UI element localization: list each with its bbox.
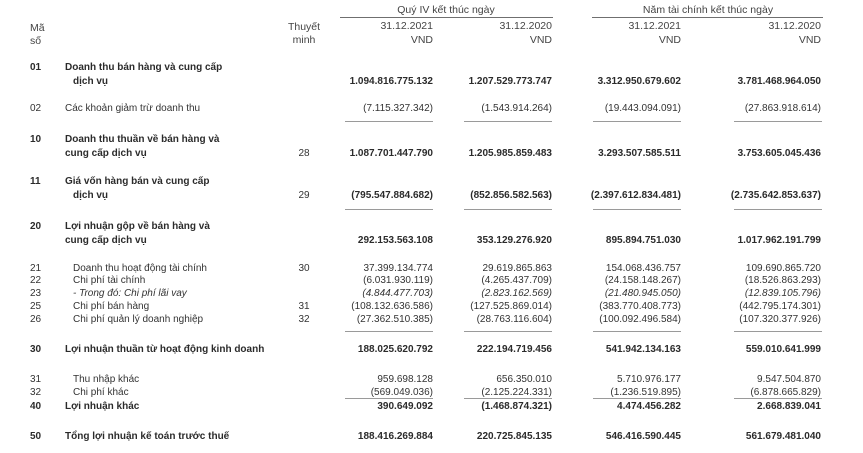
cell-q4-2020: 656.350.010	[496, 374, 552, 385]
cell-fy-2021: 5.710.976.177	[617, 374, 681, 385]
row-code: 11	[30, 176, 41, 187]
row-label: Chi phí bán hàng	[73, 301, 150, 312]
cell-fy-2021: (19.443.094.091)	[604, 103, 681, 114]
row-code: 30	[30, 344, 42, 355]
cell-q4-2020: (852.856.582.563)	[470, 190, 552, 201]
row-label: Các khoản giảm trừ doanh thu	[65, 103, 201, 114]
cell-fy-2021: (383.770.408.773)	[599, 301, 681, 312]
cell-fy-2021: 154.068.436.757	[605, 263, 681, 274]
row-label: Thu nhập khác	[73, 374, 140, 385]
cell-q4-2021: 188.416.269.884	[357, 431, 433, 442]
row-code: 25	[30, 301, 42, 312]
row-label: Doanh thu bán hàng và cung cấp	[65, 62, 223, 73]
cell-q4-2020: (28.763.116.604)	[476, 314, 552, 325]
row-note: 32	[298, 314, 310, 325]
row-code: 10	[30, 134, 42, 145]
cell-q4-2021: 959.698.128	[377, 374, 433, 385]
cell-fy-2020: (18.526.863.293)	[744, 275, 821, 286]
row-code: 50	[30, 431, 42, 442]
cell-fy-2021: (21.480.945.050)	[604, 288, 681, 299]
cell-q4-2021: (6.031.930.119)	[363, 275, 433, 286]
row-code: 21	[30, 263, 42, 274]
cell-fy-2021: (1.236.519.895)	[610, 387, 681, 398]
cell-q4-2021: (108.132.636.586)	[351, 301, 433, 312]
row-label-cont: dịch vụ	[73, 76, 109, 87]
cell-fy-2020: (27.863.918.614)	[744, 103, 821, 114]
subtotal-rule	[345, 209, 433, 210]
row-code: 22	[30, 275, 42, 286]
cell-fy-2021: 546.416.590.445	[605, 431, 681, 442]
subtotal-rule	[464, 209, 552, 210]
row-code: 01	[30, 62, 42, 73]
row-note: 31	[298, 301, 310, 312]
year-group-rule	[592, 17, 823, 18]
subtotal-rule	[734, 121, 822, 122]
date-header-3: 31.12.2021	[628, 20, 681, 32]
code-header: Mã	[30, 22, 45, 34]
cell-fy-2020: 2.668.839.041	[757, 401, 821, 412]
cell-fy-2020: (107.320.377.926)	[739, 314, 821, 325]
cell-q4-2020: 220.725.845.135	[476, 431, 552, 442]
subtotal-rule	[734, 209, 822, 210]
row-label: Chi phí quản lý doanh nghiệp	[73, 314, 204, 325]
quarter-group-rule	[340, 17, 553, 18]
row-code: 20	[30, 221, 42, 232]
row-code: 31	[30, 374, 42, 385]
subtotal-rule	[734, 331, 822, 332]
cell-q4-2020: (4.265.437.709)	[481, 275, 552, 286]
unit-header-4: VND	[798, 34, 821, 46]
note-header-2: minh	[292, 34, 316, 46]
cell-q4-2021: 292.153.563.108	[357, 235, 433, 246]
row-label: Doanh thu hoạt động tài chính	[73, 263, 207, 274]
row-label-cont: cung cấp dịch vụ	[65, 235, 147, 246]
cell-q4-2020: (1.468.874.321)	[481, 401, 552, 412]
cell-fy-2020: 561.679.481.040	[745, 431, 821, 442]
cell-q4-2020: 222.194.719.456	[476, 344, 552, 355]
row-code: 23	[30, 288, 42, 299]
row-label-cont: dịch vụ	[73, 190, 109, 201]
row-code: 02	[30, 103, 42, 114]
cell-fy-2020: 9.547.504.870	[757, 374, 821, 385]
row-label: Tổng lợi nhuận kế toán trước thuế	[65, 431, 230, 442]
cell-q4-2021: 37.399.134.774	[363, 263, 433, 274]
row-label: Chi phí khác	[73, 387, 129, 398]
subtotal-rule	[464, 121, 552, 122]
cell-fy-2021: (100.092.496.584)	[599, 314, 681, 325]
cell-q4-2020: (1.543.914.264)	[481, 103, 552, 114]
subtotal-rule	[593, 398, 681, 399]
cell-fy-2021: 4.474.456.282	[617, 401, 681, 412]
cell-fy-2021: (2.397.612.834.481)	[590, 190, 681, 201]
cell-q4-2020: (2.823.162.569)	[481, 288, 552, 299]
row-label: Lợi nhuận thuần từ hoạt động kinh doanh	[65, 344, 265, 355]
subtotal-rule	[345, 331, 433, 332]
subtotal-rule	[345, 398, 433, 399]
date-header-2: 31.12.2020	[499, 20, 552, 32]
row-note: 30	[298, 263, 310, 274]
cell-q4-2020: 353.129.276.920	[476, 235, 552, 246]
cell-q4-2021: 1.087.701.447.790	[349, 148, 433, 159]
unit-header-2: VND	[529, 34, 552, 46]
subtotal-rule	[345, 121, 433, 122]
cell-q4-2021: (795.547.884.682)	[351, 190, 433, 201]
cell-fy-2020: 1.017.962.191.799	[737, 235, 821, 246]
row-label: - Trong đó: Chi phí lãi vay	[73, 288, 187, 299]
cell-q4-2021: (7.115.327.342)	[363, 103, 433, 114]
row-label: Chi phí tài chính	[73, 275, 146, 286]
cell-fy-2021: (24.158.148.267)	[604, 275, 681, 286]
cell-q4-2021: 188.025.620.792	[357, 344, 433, 355]
cell-fy-2020: (442.795.174.301)	[739, 301, 821, 312]
cell-fy-2020: (2.735.642.853.637)	[730, 190, 821, 201]
cell-fy-2021: 895.894.751.030	[605, 235, 681, 246]
row-code: 26	[30, 314, 42, 325]
row-label: Lợi nhuận khác	[65, 401, 140, 412]
date-header-1: 31.12.2021	[380, 20, 433, 32]
cell-fy-2020: (12.839.105.796)	[744, 288, 821, 299]
subtotal-rule	[593, 331, 681, 332]
note-header: Thuyết	[287, 21, 321, 33]
cell-q4-2020: (127.525.869.014)	[470, 301, 552, 312]
subtotal-rule	[464, 331, 552, 332]
row-note: 28	[298, 148, 310, 159]
cell-fy-2021: 541.942.134.163	[605, 344, 681, 355]
cell-fy-2020: 3.753.605.045.436	[737, 148, 821, 159]
cell-q4-2021: 1.094.816.775.132	[349, 76, 433, 87]
cell-fy-2020: 559.010.641.999	[745, 344, 821, 355]
cell-q4-2020: 1.207.529.773.747	[468, 76, 552, 87]
subtotal-rule	[464, 398, 552, 399]
row-label: Doanh thu thuần về bán hàng và	[65, 134, 220, 145]
subtotal-rule	[593, 121, 681, 122]
row-label: Lợi nhuận gộp về bán hàng và	[65, 221, 210, 232]
row-label: Giá vốn hàng bán và cung cấp	[65, 176, 210, 187]
code-header-2: số	[30, 35, 42, 47]
row-code: 40	[30, 401, 42, 412]
cell-fy-2020: 109.690.865.720	[745, 263, 821, 274]
subtotal-rule	[734, 398, 822, 399]
row-note: 29	[298, 190, 310, 201]
unit-header-3: VND	[658, 34, 681, 46]
cell-fy-2021: 3.312.950.679.602	[597, 76, 681, 87]
cell-fy-2020: (6.878.665.829)	[750, 387, 821, 398]
year-group-header: Năm tài chính kết thúc ngày	[642, 4, 774, 16]
cell-fy-2021: 3.293.507.585.511	[598, 148, 681, 159]
quarter-group-header: Quý IV kết thúc ngày	[397, 4, 495, 16]
row-code: 32	[30, 387, 42, 398]
row-label-cont: cung cấp dịch vụ	[65, 148, 147, 159]
subtotal-rule	[593, 209, 681, 210]
date-header-4: 31.12.2020	[768, 20, 821, 32]
cell-q4-2021: (27.362.510.385)	[356, 314, 433, 325]
cell-q4-2020: 1.205.985.859.483	[468, 148, 552, 159]
cell-q4-2020: (2.125.224.331)	[481, 387, 552, 398]
cell-fy-2020: 3.781.468.964.050	[737, 76, 821, 87]
cell-q4-2021: (569.049.036)	[370, 387, 433, 398]
cell-q4-2021: 390.649.092	[377, 401, 433, 412]
cell-q4-2021: (4.844.477.703)	[362, 288, 433, 299]
unit-header-1: VND	[410, 34, 433, 46]
cell-q4-2020: 29.619.865.863	[482, 263, 552, 274]
